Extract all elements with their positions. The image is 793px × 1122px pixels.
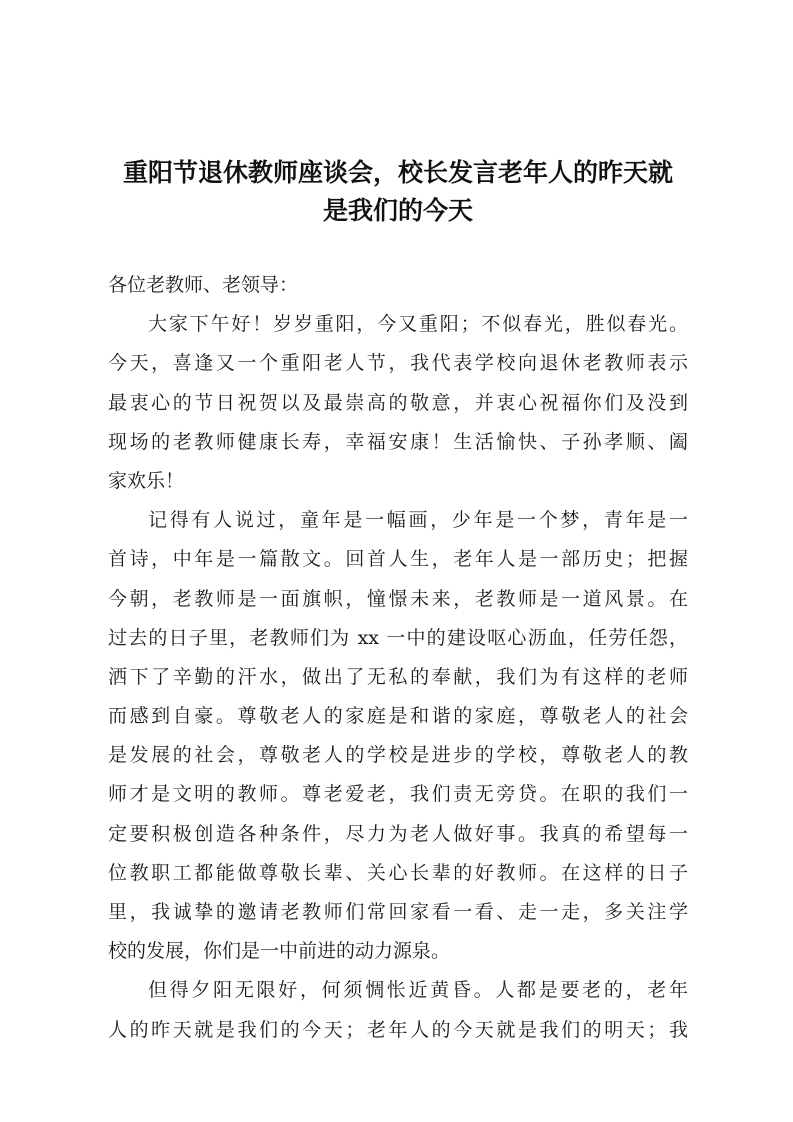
title-line-1: 重阳节退休教师座谈会，校长发言老年人的昨天就 <box>122 158 673 187</box>
paragraph-3-line: 人的昨天就是我们的今天；老年人的今天就是我们的明天；我 <box>108 1018 688 1041</box>
document-title <box>100 154 696 230</box>
paragraph-1-line: 最衷心的节日祝贺以及最崇高的敬意，并衷心祝福你们及没到 <box>108 391 688 414</box>
title-line-2: 是我们的今天 <box>322 196 473 225</box>
paragraph-1-line: 家欢乐！ <box>108 469 185 492</box>
salutation-line: 各位老教师、老领导： <box>108 274 299 296</box>
paragraph-2-line: 过去的日子里，老教师们为 xx 一中的建设呕心沥血，任劳任怨， <box>108 626 688 649</box>
paragraph-2-line: 洒下了辛勤的汗水，做出了无私的奉献，我们为有这样的老师 <box>108 665 688 688</box>
paragraph-1-line: 现场的老教师健康长寿，幸福安康！生活愉快、子孙孝顺、阖 <box>108 430 688 453</box>
paragraph-2-line: 首诗，中年是一篇散文。回首人生，老年人是一部历史；把握 <box>108 548 688 571</box>
paragraph-2-line: 而感到自豪。尊敬老人的家庭是和谐的家庭，尊敬老人的社会 <box>108 705 688 728</box>
paragraph-2-line: 位教职工都能做尊敬长辈、关心长辈的好教师。在这样的日子 <box>108 861 688 884</box>
paragraph-2-line: 里，我诚挚的邀请老教师们常回家看一看、走一走，多关注学 <box>108 901 688 923</box>
paragraph-1-line: 大家下午好！岁岁重阳，今又重阳；不似春光，胜似春光。 <box>148 313 688 336</box>
paragraph-2-line: 校的发展，你们是一中前进的动力源泉。 <box>108 940 451 963</box>
paragraph-2-line: 师才是文明的教师。尊老爱老，我们责无旁贷。在职的我们一 <box>108 783 688 806</box>
paragraph-2-line: 今朝，老教师是一面旗帜，憧憬未来，老教师是一道风景。在 <box>108 587 688 610</box>
paragraph-2-line: 定要积极创造各种条件，尽力为老人做好事。我真的希望每一 <box>108 822 688 845</box>
paragraph-2-line: 记得有人说过，童年是一幅画，少年是一个梦，青年是一 <box>148 509 688 532</box>
paragraph-1-line: 今天，喜逢又一个重阳老人节，我代表学校向退休老教师表示 <box>108 352 688 375</box>
paragraph-2-line: 是发展的社会，尊敬老人的学校是进步的学校，尊敬老人的教 <box>108 744 688 767</box>
paragraph-3-line: 但得夕阳无限好，何须惆怅近黄昏。人都是要老的，老年 <box>148 979 688 1002</box>
document-body <box>108 266 688 1050</box>
